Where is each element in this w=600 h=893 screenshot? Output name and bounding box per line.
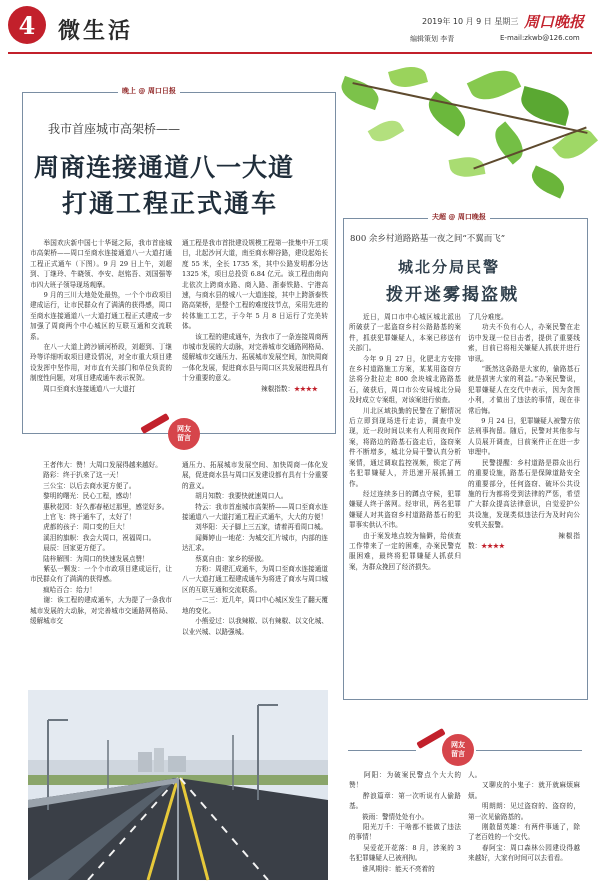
left-article-column-2-text: 通工程是我市首批建设规模工程第一批集中开工项目，北起沙河大道，南至商水柳谷路，建设起始长度 55 米，全长 1735 米，其中公路发明都分达 1325 米，项目总投资 6.84 亿元。该工程由南向北依次上跨商水路、商入路、浙泰铁路、宁港高速，与商水县的城八一大道连接，其中上跨浙泰铁路高架桥，是整个工程的难度技节点，采用先进的转体施工工艺，于今年 5 月 8 日运行了完美转体。 该工程的建成通车，为我市了一条连接周商两市城市发展的大动脉，对完善城市交通路网格局、缓解城市交通压力、拓展城市发展空间，加快周商一体化发展，促进商水县与周口区共发展进程具有十分重要的意义。 辣椒指数： xyxy=(182,239,328,393)
right-article-headline-2: 拨开迷雾揭盗贼 xyxy=(386,285,519,305)
right-article-column-1: 近日，周口市中心城区城北派出所破获了一起盗窃乡村公路路基的案件，抓获犯罪嫌疑人，本案已移送有关部门。 今年 9 月 27 日，化肥北方安排在乡村道路施工方案，某某用盗窃方法将分批拉走 800 余块城北路路基石，破获后，周口市公安局城北分局及时成立专案组，对该案进行侦查。 川北区域执勤的民警在了解情况后立即到现场进行走访，调查中发现，近一段时间以来有人利用夜间作案，将路边的路基石盗走后，盗窃案件不断增多，城北分局干警认真分析案情，通过调取监控视频，锁定了两名犯罪嫌疑人，并迅速开展抓捕工作。 经过连续多日的蹲点守候，犯罪嫌疑人终于落网。经审讯，两名犯罪嫌疑人对其盗窃乡村道路路基石的犯罪事实供认不讳。 由于案发地点较为偏僻，给侦查工作带来了一定的困难，办案民警克服困难，最终将犯罪嫌疑人抓获归案，为群众挽回了经济损失。 xyxy=(349,313,461,571)
header-divider xyxy=(8,52,592,54)
right-article-kicker: 800 余乡村道路路基一夜之间“不翼而飞” xyxy=(350,234,506,244)
newspaper-brand: 周口晚报 xyxy=(524,13,585,31)
leaves-decoration xyxy=(330,62,600,212)
left-article-column-2 xyxy=(182,238,328,428)
issue-date: 2019年 10 月 9 日 星期三 xyxy=(422,17,519,26)
right-article-column-2-text: 了几分难度。 功夫不负有心人，办案民警在走访中发现一位目击者，提供了重要线索，目前已将相关嫌疑人抓获并进行审讯。 “既然这条路是大家的，偷路基石就是损害大家的利益。”办案民警说，犯罪嫌疑人在交代中表示，因为贪图小利，才做出了违法的事情，现在非常后悔。 9 月 24 日，犯罪嫌疑人被警方依法刑事拘留。随后，民警对其他参与人员展开调查，目前案件正在进一步审理中。 民警提醒：乡村道路是群众出行的重要设施，路基石是保障道路安全的重要部分，任何盗窃、破坏公共设施的行为都将受到法律的严惩，希望广大群众提高法律意识，自觉爱护公共设施，发现类似违法行为及时向公安机关报警。 辣椒指数： xyxy=(468,313,580,550)
right-remarks-line-left xyxy=(348,750,416,751)
right-rating-stars: ★★★★ xyxy=(481,541,505,550)
left-article-headline-2: 打通工程正式通车 xyxy=(62,189,279,218)
section-title: 微生活 xyxy=(58,18,134,44)
left-remarks-column-2: 通压力、拓展城市发展空间、加快周商一体化发展，促进商水县与周口区发建设都有具有十分重要的意义。 胡月知数：我要快就速周口人。 特云：我市首座城市高架桥——周口至商水连接通道八一大道打通工程正式通车，大大的方便！ 刘华阳：天子脚上三五家，请着再看周口城。 闻舞婷山一地花：为城交汇片城市，内部的连达汇求。 蔡莫自由：家乡的骄傲。 方粉：周建汇成通车，为周口至商水连接通道八一大道打通工程建成通车为将进了商水与周口城区的互联互通和交流联系。 一二三：近几年，周口中心城区发生了翻天覆地的变化。 小熊爱过：以我辣椒、以有辣椒、以文化城、以业兴城、以路强城。 xyxy=(182,461,328,636)
left-article-headline-1: 周商连接通道八一大道 xyxy=(34,153,295,182)
left-remarks-line-left xyxy=(28,433,146,434)
right-article-tag: 夫超 @ 周口晚报 xyxy=(428,212,490,222)
road-photo xyxy=(28,690,328,880)
right-remarks-badge: 网友 留言 xyxy=(442,734,474,766)
left-remarks-line-right xyxy=(205,433,330,434)
left-article-tag: 晚上 @ 周口日报 xyxy=(118,86,180,96)
left-rating-stars: ★★★★ xyxy=(294,384,318,393)
left-remarks-badge: 网友 留言 xyxy=(168,418,200,450)
editor-credit: 编辑策划 李青 xyxy=(410,35,455,43)
right-remarks-column-1: 阿阳：为破案民警点个大大的赞！ 醉浪篇章：第一次听说有人偷路基。 筱雨：警情处处有小。 阳光万千：干啥都不能做了违法的事情！ 吴爱花开花落：8 月，涉案的 3 名犯罪嫌疑人已被刑拘。 谁风期待：能天不亮着的 xyxy=(349,771,461,873)
left-article-kicker: 我市首座城市高架桥—— xyxy=(48,122,181,136)
contact-email: E-mail:zkwb@126.com xyxy=(500,34,580,42)
left-article-column-1: 举国欢庆新中国七十华诞之际，我市首座城市高架桥——周口至商水连接通道八一大道打通工程正式通车（下图）。9 月 29 日上午，刘超到、丁继玲、牛晓领、李安、赵铭吾、刘国强等市四大班子领导现场观摩。 9 月的三川大地处处最热，一个个市政项目建成运行，让市民群众有了满满的获得感，周口至商水连接通道八一大道打通工程正式建成一步加强了周商两个中心城区的互联互通和交流联系。 在八一大道上跨沙颍河桥段，刘超到、丁继玲等详细听取项目建设情况，对全市重大项目建设发挥中坚作用，对市直有关部门和单位负责的制度性问题，对项目建成通车表示祝贺。 周口至商水连接通道八一大道打 xyxy=(30,239,172,393)
right-remarks-line-right xyxy=(476,750,582,751)
left-remarks-column-1: 王者伟大：赞！大周口发展得越来越好。 路彩：终于扒来了这一天！ 三公宝：以后去商水更方便了。 黎明的曙光：民心工程，感动！ 惠秋花园：好久都春秘过那里，感觉好多。 上官飞：终于通车了，太好了！ 虎都的孩子：周口变的巨大！ 溪泪的旗帜：我会大周口，祝福周口。 晨辰：回家更方便了。 陆梓解围：为周口的快速发展点赞！ 紫弘一颗发：一个个市政项目建成运行，让市民群众有了满满的获得感。 疯哈百合：给力！ 谢：诶工程的建成通车，大为提了一条我市城市发展的大动脉，对完善城市交通路网格局、缓解城市交 xyxy=(30,461,172,626)
road-photo-image xyxy=(28,690,328,880)
right-article-headline-1: 城北分局民警 xyxy=(398,258,501,276)
right-remarks-column-2: 人。 又聊皮的小鬼子：就开就麻烦麻烦。 明朗朗：见过盗窃的、盗窃的，第一次见偷路基的。 刚散留英雄：有两件事通了，除了老百姓的一个交代。 春阿宝：周口森林公园建设得越来越好，大家有时间可以去看看。 xyxy=(468,771,580,863)
right-article-column-2 xyxy=(468,312,580,696)
page-number-badge: 4 xyxy=(8,6,46,44)
